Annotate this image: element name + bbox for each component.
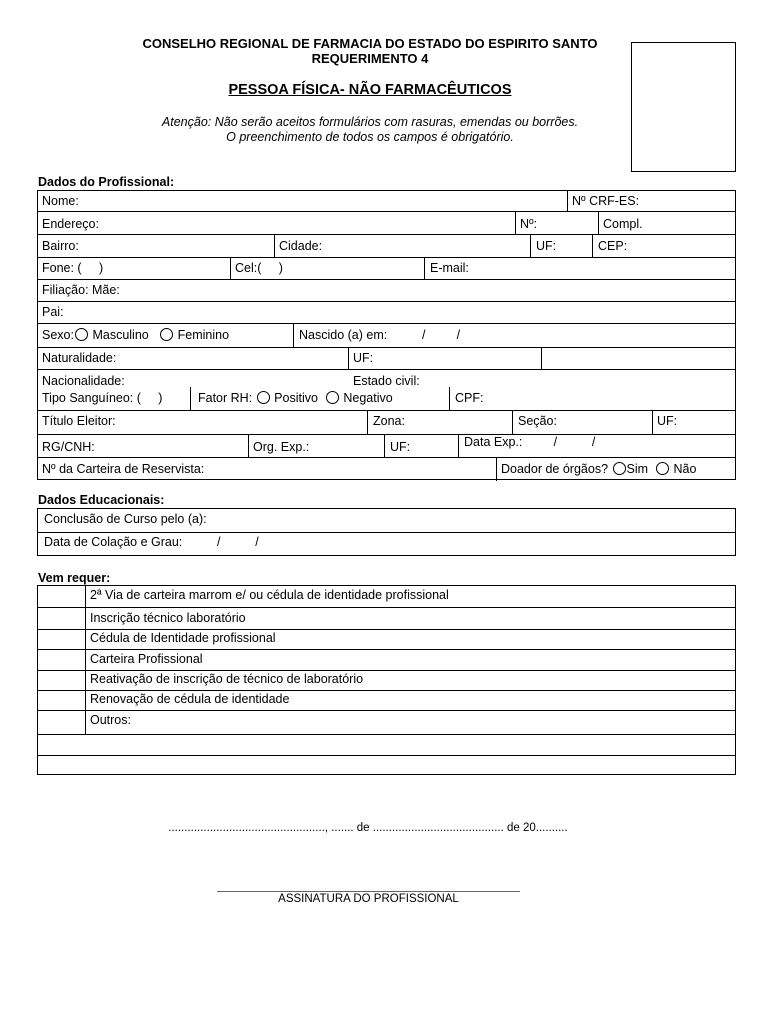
photo-box (631, 42, 736, 172)
doador-field (501, 462, 696, 477)
fator-rh-field (198, 391, 393, 406)
requer-item: 2ª Via de carteira marrom e/ ou cédula de identidade profissional (90, 588, 449, 602)
masculino-label: Masculino (92, 328, 149, 342)
nacionalidade-label: Nacionalidade: (42, 374, 125, 388)
negativo-radio[interactable] (326, 391, 339, 404)
reservista-label: Nº da Carteira de Reservista: (42, 462, 205, 476)
requer-checkbox-5[interactable] (38, 670, 85, 690)
requer-item: Cédula de Identidade profissional (90, 631, 276, 645)
uf-label: UF: (536, 239, 557, 253)
naturalidade-label: Naturalidade: (42, 351, 117, 365)
org-name: CONSELHO REGIONAL DE FARMACIA DO ESTADO DO ESPIRITO SANTO (142, 36, 598, 51)
rg-cnh-label: RG/CNH: (42, 440, 95, 454)
pai-label: Pai: (42, 305, 64, 319)
sexo-label: Sexo: (42, 328, 74, 342)
requer-item: Carteira Profissional (90, 652, 203, 666)
cep-label: CEP: (598, 239, 628, 253)
conclusao-label: Conclusão de Curso pelo (a): (44, 512, 207, 526)
org-exp-label: Org. Exp.: (253, 440, 310, 454)
requer-checkbox-3[interactable] (38, 629, 85, 649)
attention-note: Atenção: Não serão aceitos formulários com rasuras, emendas ou borrões. (161, 115, 579, 129)
requer-checkbox-7[interactable] (38, 710, 85, 734)
requer-item: Reativação de inscrição de técnico de laboratório (90, 672, 364, 686)
negativo-label: Negativo (343, 391, 393, 405)
nascido-label: Nascido (a) em: / / (299, 328, 461, 342)
date-line: ................................................., ....... de ......................................... de 20.......... (168, 822, 568, 834)
endereco-label: Endereço: (42, 217, 99, 231)
section-heading-requer: Vem requer: (38, 571, 111, 585)
signature-line (217, 891, 520, 892)
signature-label: ASSINATURA DO PROFISSIONAL (278, 893, 459, 905)
doador-label: Doador de órgãos? (501, 462, 609, 476)
fone-label: Fone: ( ) (42, 261, 104, 275)
section-heading-educacionais: Dados Educacionais: (38, 493, 165, 507)
requer-checkbox-6[interactable] (38, 690, 85, 710)
requer-checkbox-1[interactable] (38, 586, 85, 607)
profissional-table (37, 190, 736, 480)
requer-checkbox-2[interactable] (38, 607, 85, 629)
cpf-label: CPF: (455, 391, 484, 405)
section-heading-profissional: Dados do Profissional: (38, 175, 175, 189)
requer-item: Outros: (90, 713, 131, 727)
educacionais-table (37, 508, 736, 556)
zona-label: Zona: (373, 414, 405, 428)
uf3-label: UF: (657, 414, 678, 428)
secao-label: Seção: (518, 414, 557, 428)
requer-item: Renovação de cédula de identidade (90, 692, 290, 706)
titulo-eleitor-label: Título Eleitor: (42, 414, 116, 428)
requer-item: Inscrição técnico laboratório (90, 611, 246, 625)
positivo-label: Positivo (274, 391, 318, 405)
sim-label: Sim (626, 462, 649, 476)
cidade-label: Cidade: (279, 239, 323, 253)
feminino-radio[interactable] (160, 328, 173, 341)
uf2-label: UF: (353, 351, 374, 365)
requer-table (37, 585, 736, 775)
requer-checkbox-4[interactable] (38, 649, 85, 670)
colacao-label: Data de Colação e Grau: / / (44, 535, 259, 549)
page-title: PESSOA FÍSICA- NÃO FARMACÊUTICOS (228, 82, 512, 98)
data-exp-label: Data Exp.: / / (464, 435, 596, 449)
masculino-radio[interactable] (75, 328, 88, 341)
document-number: REQUERIMENTO 4 (311, 51, 429, 66)
nao-radio[interactable] (656, 462, 669, 475)
numero-label: Nº: (520, 217, 538, 231)
sim-radio[interactable] (613, 462, 626, 475)
mandatory-note: O preenchimento de todos os campos é obrigatório. (226, 130, 514, 144)
cel-label: Cel:( ) (235, 261, 283, 275)
uf4-label: UF: (390, 440, 411, 454)
nao-label: Não (673, 462, 697, 476)
nome-label: Nome: (42, 194, 79, 208)
email-label: E-mail: (430, 261, 469, 275)
sexo-field (42, 328, 229, 343)
fator-rh-label: Fator RH: (198, 391, 253, 405)
mae-label: Filiação: Mãe: (42, 283, 120, 297)
bairro-label: Bairro: (42, 239, 79, 253)
estado-civil-label: Estado civil: (353, 374, 420, 388)
compl-label: Compl. (603, 217, 643, 231)
feminino-label: Feminino (177, 328, 230, 342)
positivo-radio[interactable] (257, 391, 270, 404)
tipo-sanguineo-label: Tipo Sanguíneo: ( ) (42, 391, 163, 405)
crf-label: Nº CRF-ES: (572, 194, 640, 208)
